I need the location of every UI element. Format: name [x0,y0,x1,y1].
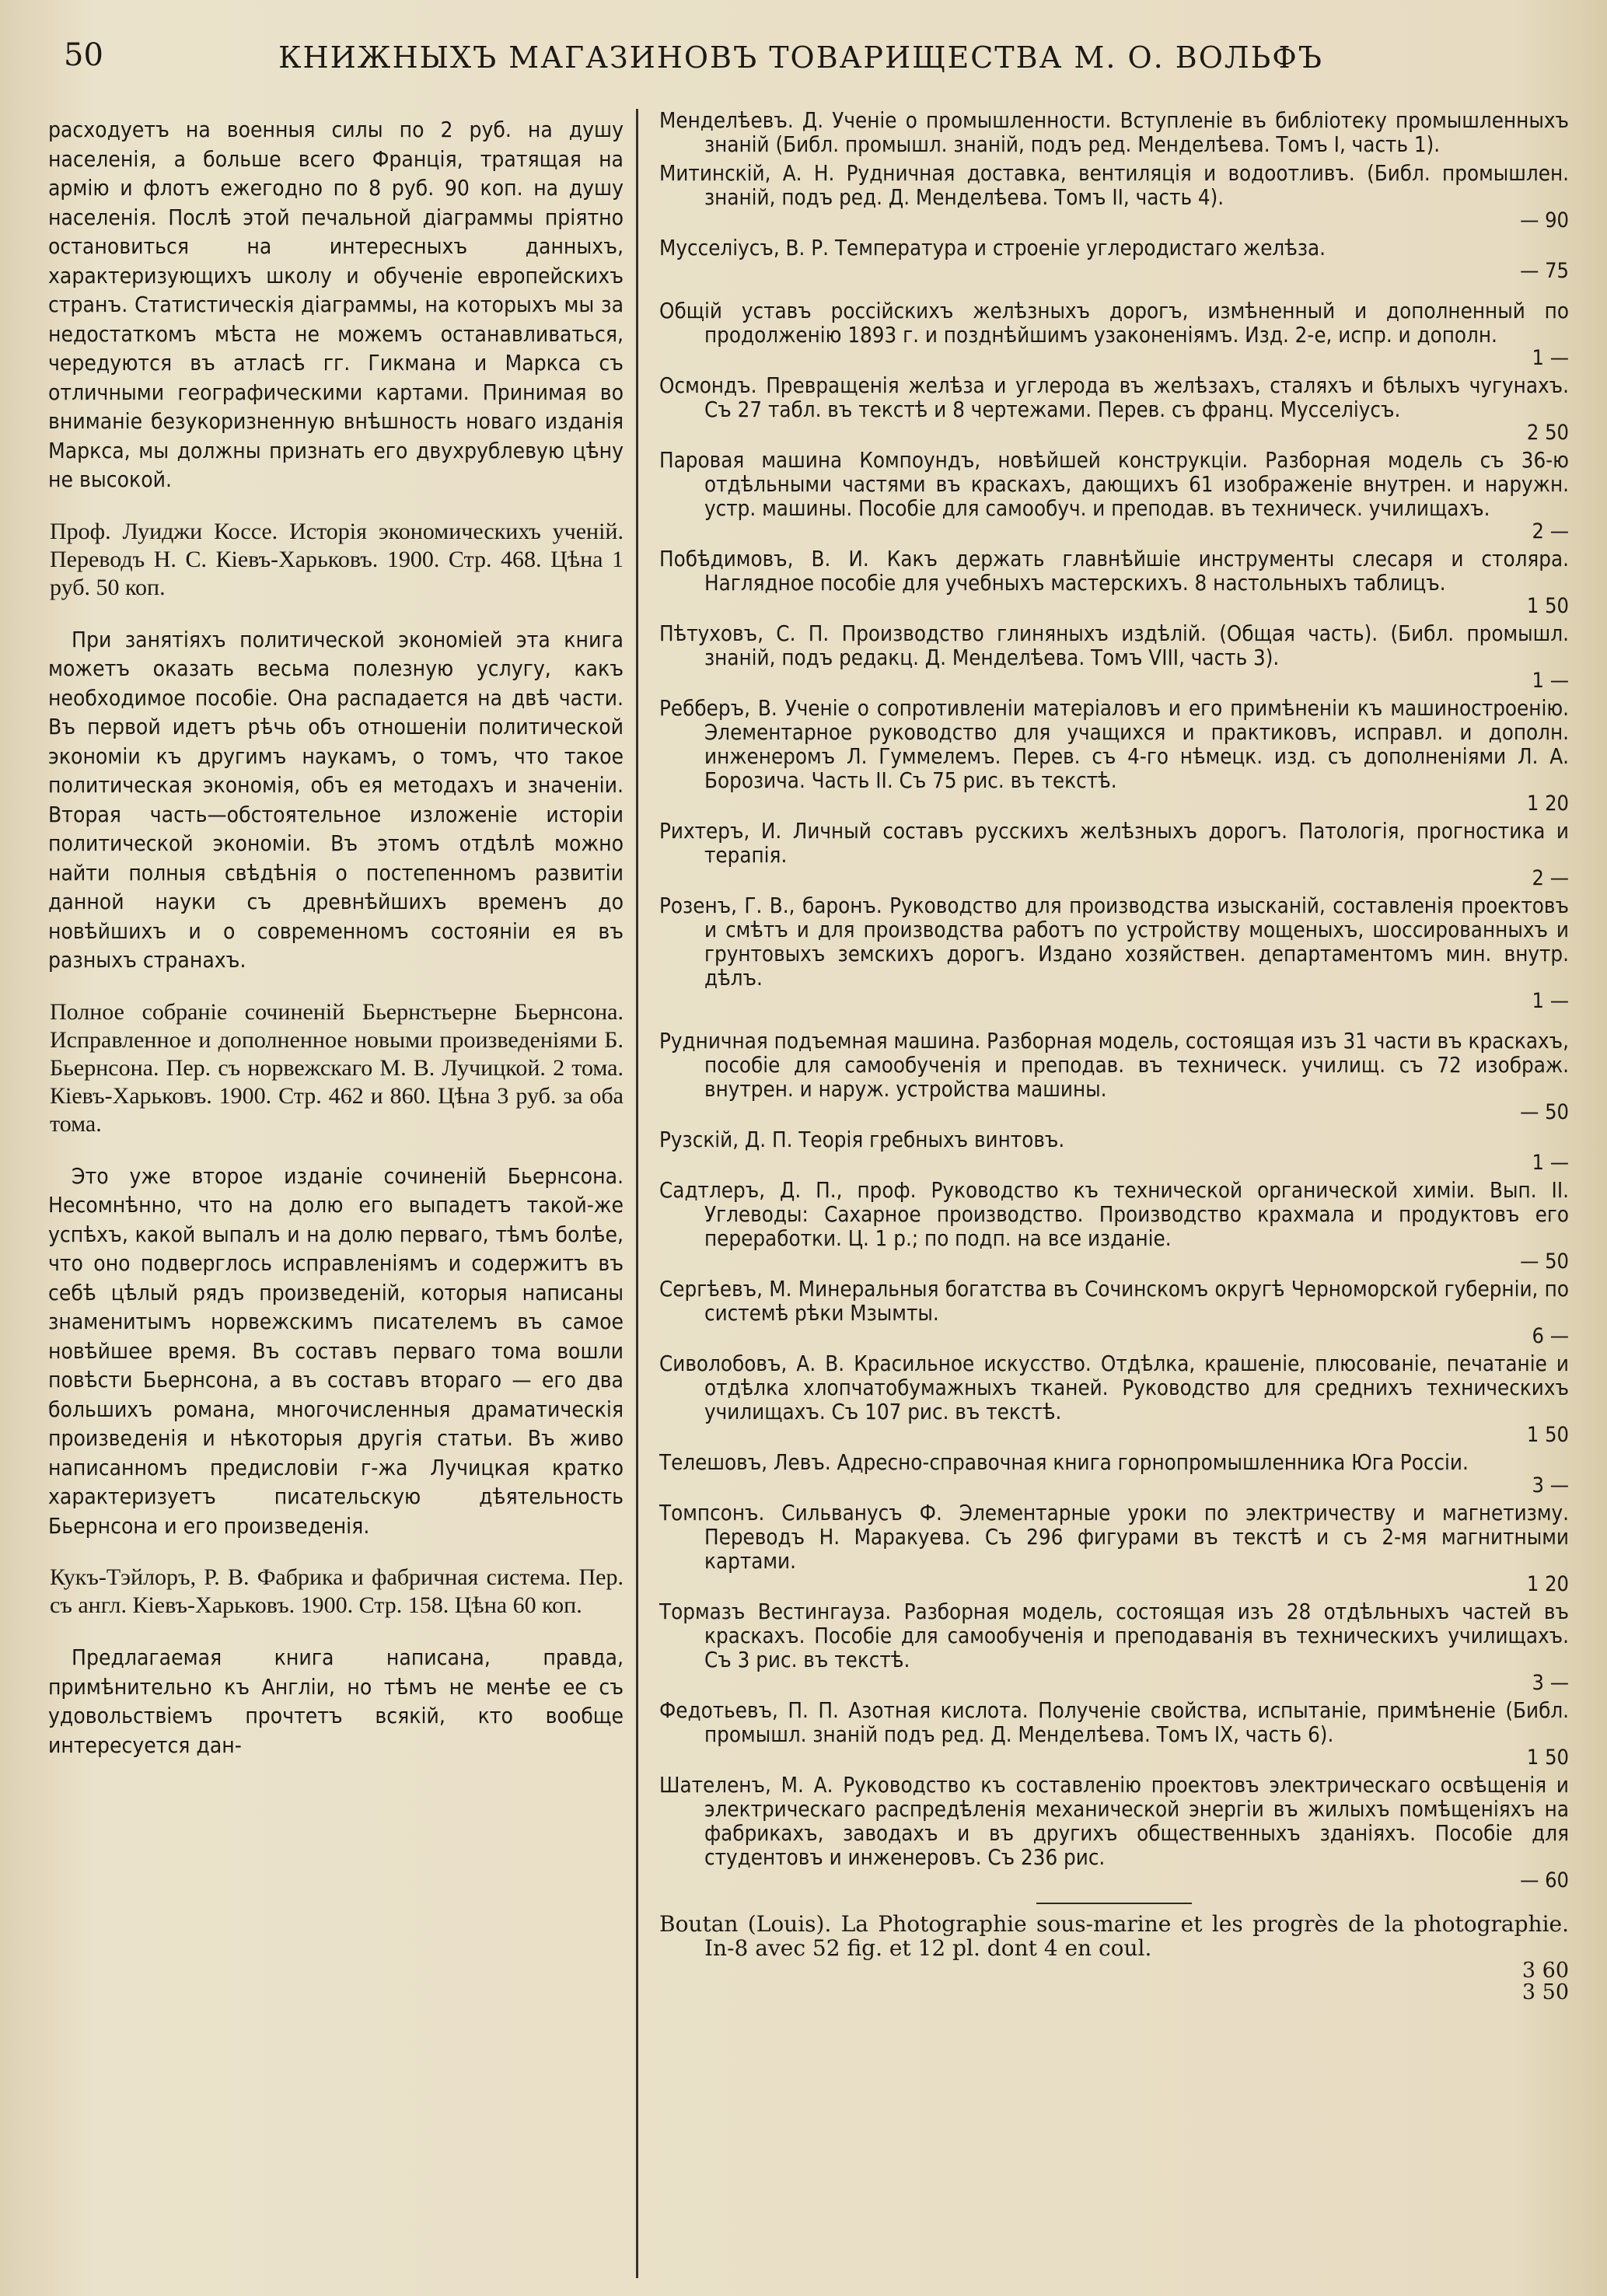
entry-text: Тормазъ Вестингауза. Разборная модель, состоящая изъ 28 отдѣльныхъ частей въ краскахъ. Пособіе для самообученія и преподаванія въ техническихъ училищахъ. Съ 3 рис. въ текстѣ. [659,1599,1569,1672]
entry-price: 1 50 [1526,1423,1569,1447]
catalog-entry [659,1451,1569,1497]
entry-price: 2 50 [1526,421,1569,445]
catalog-list [659,109,1569,1892]
entry-text: Сергѣевъ, М. Минеральныя богатства въ Сочинскомъ округѣ Черноморской губерніи, по системѣ рѣки Мзымты. [659,1277,1569,1326]
entry-price: 1 — [1532,669,1569,693]
entry-text: Розенъ, Г. В., баронъ. Руководство для производства изысканій, составленія проектовъ и смѣтъ и для производства работъ по устройству мощеныхъ, шоссированныхъ и грунтовыхъ земскихъ дорогъ. Издано хозяйствен. департаментомъ мин. внутр. дѣлъ. [659,893,1569,991]
entry-price: 1 50 [1526,1746,1569,1770]
entry-text: Boutan (Louis). La Photographie sous-marine et les progrès de la photographie. In-8 avec 52 fig. et 12 pl. dont 4 en coul. [659,1911,1569,1961]
catalog-entry [659,449,1569,543]
running-title: КНИЖНЫХЪ МАГАЗИНОВЪ ТОВАРИЩЕСТВА М. О. ВОЛЬФЪ [278,40,1323,75]
catalog-entry [659,1699,1569,1769]
catalog-entry [659,1029,1569,1124]
catalog-entry [659,820,1569,889]
entry-price: 1 — [1532,989,1569,1013]
entry-price: — 50 [1520,1100,1569,1124]
catalog-entry [659,1352,1569,1446]
catalog-entry [659,1774,1569,1892]
page-number: 50 [64,37,103,73]
catalog-entry [659,374,1569,444]
entry-price: 3 60 [1521,1959,1569,1983]
entry-text: Садтлеръ, Д. П., проф. Руководство къ технической органической химіи. Вып. II. Углеводы: Сахарное производство. Производство крахмала и продуктовъ его переработки. Ц. 1 р.; по подп. на все изданіе. [659,1178,1569,1251]
entry-price: 2 — [1532,866,1569,890]
entry-text: Рудничная подъемная машина. Разборная модель, состоящая изъ 31 части въ краскахъ, пособіе для самообученія и преподав. въ техническ. училищ. съ 72 изображ. внутрен. и наруж. устройства машины. [659,1029,1569,1102]
catalog-entry [659,697,1569,815]
entry-price: 1 50 [1526,594,1569,618]
entry-text: Мусселіусъ, В. Р. Температура и строеніе углеродистаго желѣза. [659,236,1326,260]
catalog-entry [659,1128,1569,1174]
review-paragraph: При занятіяхъ политической экономіей эта книга можетъ оказать весьма полезную услугу, какъ необходимое пособіе. Она распадается на двѣ части. Въ первой идетъ рѣчь объ отношеніи политической экономіи къ другимъ наукамъ, о томъ, что такое политическая экономія, объ ея методахъ и значеніи. Вторая часть—обстоятельное изложеніе исторіи политической экономіи. Въ этомъ отдѣлѣ можно найти полныя свѣдѣнія о постепенномъ развитіи данной науки съ древнѣйшихъ временъ до новѣйшихъ и о современномъ состояніи ея въ разныхъ странахъ. [48,626,624,973]
entry-price: 3 — [1532,1473,1569,1497]
catalog-entry [659,236,1569,282]
left-column [48,115,624,1760]
catalog-entry [659,1600,1569,1694]
review-paragraph: Предлагаемая книга написана, правда, примѣнительно къ Англіи, но тѣмъ не менѣе ее съ удовольствіемъ прочтетъ всякій, кто вообще интересуется дан- [48,1644,624,1758]
catalog-entry [659,299,1569,369]
book-citation: Полное собраніе сочиненій Бьернстьерне Бьернсона. Исправленное и дополненное новыми произведеніями Б. Бьернсона. Пер. съ норвежскаго М. В. Лучицкой. 2 тома. Кіевъ-Харьковъ. 1900. Стр. 462 и 860. Цѣна 3 руб. за оба тома. [50,998,624,1137]
entry-price: — 75 [1520,259,1569,283]
entry-price: 6 — [1532,1324,1569,1348]
review-paragraph: расходуетъ на военныя силы по 2 руб. на душу населенія, а больше всего Франція, тратящая на армію и флотъ ежегодно по 8 руб. 90 коп. на душу населенія. Послѣ этой печальной діаграммы пріятно остановиться на интересныхъ данныхъ, характеризующихъ школу и обученіе европейскихъ странъ. Статистическія діаграммы, на которыхъ мы за недостаткомъ мѣста не можемъ останавливаться, чередуются въ атласѣ гг. Гикмана и Маркса съ отличными географическими картами. Принимая во вниманіе безукоризненную внѣшность новаго изданія Маркса, мы должны признать его двухрублевую цѣну не высокой. [48,117,624,492]
review-paragraph: Это уже второе изданіе сочиненій Бьернсона. Несомнѣнно, что на долю его выпадетъ такой-же успѣхъ, какой выпалъ и на долю перваго, тѣмъ болѣе, что оно подверглось исправленіямъ и содержитъ въ себѣ цѣлый рядъ произведеній, которыя написаны знаменитымъ норвежскимъ писателемъ въ самое новѣйшее время. Въ составъ перваго тома вошли повѣсти Бьернсона, а въ составъ втораго — его два большихъ романа, многочисленныя драматическія произведенія и нѣкоторыя другія статьи. Въ живо написанномъ предисловіи г-жа Лучицкая кратко характеризуетъ писательскую дѣятельность Бьернсона и его произведенія. [48,1162,624,1539]
entry-price: 1 — [1532,1151,1569,1175]
entry-text: Менделѣевъ. Д. Ученіе о промышленности. Вступленіе въ библіотеку промышленныхъ знаній (Библ. промышл. знаній, подъ ред. Менделѣева. Томъ I, часть 1). [659,108,1569,157]
entry-text: Побѣдимовъ, В. И. Какъ держать главнѣйшіе инструменты слесаря и столяра. Наглядное пособіе для учебныхъ мастерскихъ. 8 настольныхъ таблицъ. [659,547,1569,596]
book-citation: Кукъ-Тэйлоръ, Р. В. Фабрика и фабричная система. Пер. съ англ. Кіевъ-Харьковъ. 1900. Стр. 158. Цѣна 60 коп. [50,1564,624,1618]
entry-price: 2 — [1532,519,1569,543]
catalog-entry [659,109,1569,157]
entry-text: Томпсонъ. Сильванусъ Ф. Элементарные уроки по электричеству и магнетизму. Переводъ Н. Маракуева. Съ 296 фигурами въ текстѣ и съ 2-мя магнитными картами. [659,1501,1569,1574]
catalog-entry [659,622,1569,692]
catalog-entry [659,1501,1569,1595]
catalog-entry [659,1277,1569,1347]
page-header [47,34,1555,89]
entry-text: Осмондъ. Превращенія желѣза и углерода въ желѣзахъ, сталяхъ и бѣлыхъ чугунахъ. Съ 27 табл. въ текстѣ и 8 чертежами. Перев. съ франц. Мусселіусъ. [659,373,1569,422]
entry-price: 1 20 [1526,792,1569,816]
entry-text: Общій уставъ россійскихъ желѣзныхъ дорогъ, измѣненный и дополненный по продолженію 1893 г. и позднѣйшимъ узаконеніямъ. Изд. 2-е, испр. и дополн. [659,299,1569,348]
entry-text: Рузскій, Д. П. Теорія гребныхъ винтовъ. [659,1127,1065,1152]
entry-price: — 60 [1520,1868,1569,1892]
entry-text: Рихтеръ, И. Личный составъ русскихъ желѣзныхъ дорогъ. Патологія, прогностика и терапія. [659,819,1569,868]
right-column [659,109,1569,2008]
catalog-entry [659,162,1569,232]
section-rule [1036,1903,1192,1904]
entry-text: Митинскій, А. Н. Рудничная доставка, вентиляція и водоотливъ. (Библ. промышлен. знаній, подъ ред. Д. Менделѣева. Томъ II, часть 4). [659,161,1569,210]
entry-price: — 50 [1520,1249,1569,1274]
entry-price: 3 50 [1521,1980,1569,2004]
entry-price: 1 20 [1526,1572,1569,1596]
catalog-entry [659,1179,1569,1273]
entry-text: Федотьевъ, П. П. Азотная кислота. Полученіе свойства, испытаніе, примѣненіе (Библ. промышл. знаній подъ ред. Д. Менделѣева. Томъ IX, часть 6). [659,1698,1569,1747]
catalog-entry [659,547,1569,617]
entry-text: Сиволобовъ, А. В. Красильное искусство. Отдѣлка, крашеніе, плюсованіе, печатаніе и отдѣлка хлопчатобумажныхъ тканей. Руководство для среднихъ техническихъ училищахъ. Съ 107 рис. въ текстѣ. [659,1351,1569,1424]
catalog-entry [659,894,1569,1012]
column-divider [636,109,638,2278]
entry-text: Телешовъ, Левъ. Адресно-справочная книга горнопромышленника Юга Россіи. [659,1450,1469,1475]
catalog-entry [659,1912,1569,2004]
entry-price: 1 — [1532,346,1569,370]
entry-text: Паровая машина Компоундъ, новѣйшей конструкціи. Разборная модель съ 36-ю отдѣльными частями въ краскахъ, дающихъ 61 изображеніе внутрен. и наружн. устр. машины. Пособіе для самообуч. и преподав. въ техническ. училищахъ. [659,448,1569,521]
book-citation: Проф. Луиджи Коссе. Исторія экономическихъ ученій. Переводъ Н. С. Кіевъ-Харьковъ. 1900. Стр. 468. Цѣна 1 руб. 50 коп. [50,518,624,600]
entry-text: Пѣтуховъ, С. П. Производство глиняныхъ издѣлій. (Общая часть). (Библ. промышл. знаній, подъ редакц. Д. Менделѣева. Томъ VIII, часть 3). [659,621,1569,670]
entry-text: Шателенъ, М. А. Руководство къ составленію проектовъ электрическаго освѣщенія и электрическаго распредѣленія механической энергіи въ жилыхъ помѣщеніяхъ на фабрикахъ, заводахъ и въ другихъ общественныхъ зданіяхъ. Пособіе для студентовъ и инженеровъ. Съ 236 рис. [659,1773,1569,1870]
entry-text: Ребберъ, В. Ученіе о сопротивленіи матеріаловъ и его примѣненіи къ машиностроенію. Элементарное руководство для учащихся и практиковъ, исправл. и дополн. инженеромъ Л. Гуммелемъ. Перев. съ 4-го нѣмецк. изд. съ дополненіями Л. А. Борозича. Часть II. Съ 75 рис. въ текстѣ. [659,696,1569,793]
entry-price: — 90 [1520,208,1569,232]
entry-price: 3 — [1532,1671,1569,1695]
